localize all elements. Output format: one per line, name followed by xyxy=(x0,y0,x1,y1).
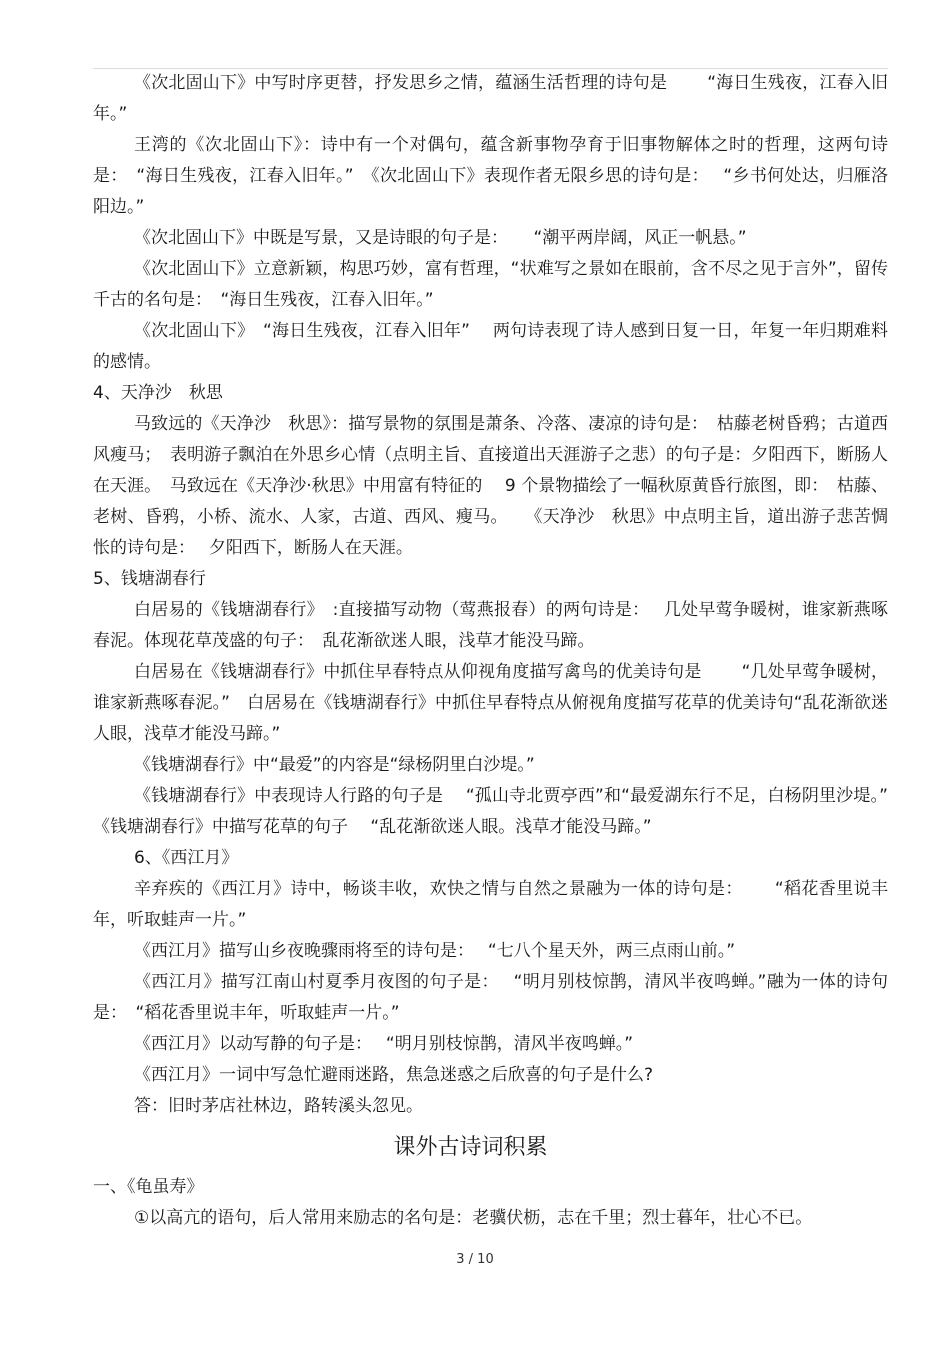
paragraph: 《次北固山下》 “海日生残夜，江春入旧年” 两句诗表现了诗人感到日复一日，年复一年归期难料的感情。 xyxy=(93,321,888,372)
section-heading: 一、《龟虽寿》 xyxy=(93,1177,204,1197)
paragraph: 《次北固山下》立意新颖，构思巧妙，富有哲理，“状难写之景如在眼前，含不尽之见于言外”，留传千古的名句是： “海日生残夜，江春入旧年。” xyxy=(93,259,888,310)
paragraph: 《西江月》一词中写急忙避雨迷路，焦急迷惑之后欣喜的句子是什么? xyxy=(134,1065,654,1085)
page-body xyxy=(93,68,905,1234)
paragraph: 《西江月》描写山乡夜晚骤雨将至的诗句是： “七八个星天外，两三点雨山前。” xyxy=(134,941,736,961)
paragraph: 王湾的《次北固山下》：诗中有一个对偶句，蕴含新事物孕育于旧事物解体之时的哲理，这两句诗是： “海日生残夜，江春入旧年。” 《次北固山下》表现作者无限乡思的诗句是： “乡书何处达，归雁洛阳边。” xyxy=(93,135,888,217)
paragraph: ①以高亢的语句，后人常用来励志的名句是：老骥伏枥，志在千里；烈士暮年，壮心不已。 xyxy=(134,1208,813,1228)
answer: 答：旧时茅店社林边，路转溪头忽见。 xyxy=(134,1096,423,1116)
section-heading: 4、天净沙 秋思 xyxy=(93,383,223,403)
section-heading: 6、《西江月》 xyxy=(134,848,239,868)
paragraph: 《次北固山下》中写时序更替，抒发思乡之情，蕴涵生活哲理的诗句是 “海日生残夜，江春入旧年。” xyxy=(93,73,888,124)
paragraph: 《钱塘湖春行》中“最爱”的内容是“绿杨阴里白沙堤。” xyxy=(134,755,535,775)
section-heading: 5、钱塘湖春行 xyxy=(93,569,206,589)
section-title: 课外古诗词积累 xyxy=(393,1135,548,1160)
paragraph: 《西江月》描写江南山村夏季月夜图的句子是： “明月别枝惊鹊，清风半夜鸣蝉。”融为一体的诗句是： “稻花香里说丰年，听取蛙声一片。” xyxy=(93,972,888,1023)
paragraph: 《钱塘湖春行》中表现诗人行路的句子是 “孤山寺北贾亭西”和“最爱湖东行不足，白杨阴里沙堤。” 《钱塘湖春行》中描写花草的句子 “乱花渐欲迷人眼。浅草才能没马蹄。” xyxy=(93,786,905,837)
paragraph: 马致远的《天净沙 秋思》：描写景物的氛围是萧条、冷落、凄凉的诗句是： 枯藤老树昏鸦；古道西风瘦马； 表明游子飘泊在外思乡心情（点明主旨、直接道出天涯游子之悲）的句子是：夕阳西下，断肠人在天涯。 马致远在《天净沙·秋思》中用富有特征的 9 个景物描绘了一幅秋原黄昏行旅图，即： 枯藤、老树、昏鸦，小桥、流水、人家，古道、西风、瘦马。 《天净沙 秋思》中点明主旨，道出游子悲苦惆怅的诗句是： 夕阳西下，断肠人在天涯。 xyxy=(93,414,888,558)
page-number: 3 / 10 xyxy=(456,1252,494,1267)
paragraph: 《西江月》以动写静的句子是： “明月别枝惊鹊，清风半夜鸣蝉。” xyxy=(134,1034,634,1054)
paragraph: 白居易的《钱塘湖春行》 :直接描写动物（莺燕报春）的两句诗是： 几处早莺争暖树，谁家新燕啄春泥。体现花草茂盛的句子： 乱花渐欲迷人眼，浅草才能没马蹄。 xyxy=(93,600,888,651)
paragraph: 《次北固山下》中既是写景，又是诗眼的句子是： “潮平两岸阔，风正一帆悬。” xyxy=(134,228,747,248)
paragraph: 白居易在《钱塘湖春行》中抓住早春特点从仰视角度描写禽鸟的优美诗句是 “几处早莺争暖树，谁家新燕啄春泥。” 白居易在《钱塘湖春行》中抓住早春特点从俯视角度描写花草的优美诗句“乱花渐欲迷人眼，浅草才能没马蹄。” xyxy=(93,662,888,744)
paragraph: 辛弃疾的《西江月》诗中，畅谈丰收，欢快之情与自然之景融为一体的诗句是： “稻花香里说丰年，听取蛙声一片。” xyxy=(93,879,888,930)
